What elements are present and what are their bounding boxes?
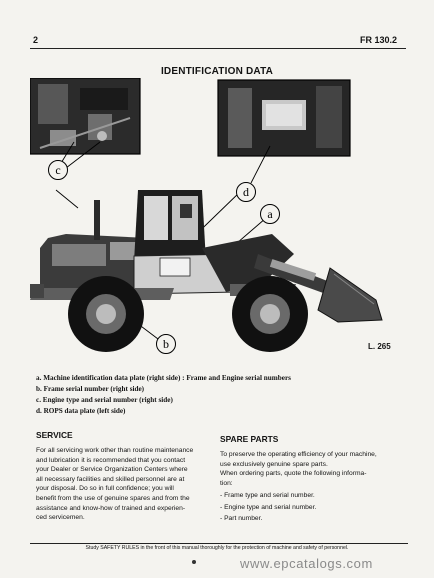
figure-reference: L. 265 — [368, 342, 391, 351]
svg-text:c: c — [55, 163, 61, 177]
caption-d: d. ROPS data plate (left side) — [36, 407, 126, 415]
spare-intro-line: tion: — [220, 479, 233, 487]
loader-illustration — [30, 78, 390, 356]
service-line: your disposal. Do so in full confidence; you will — [36, 485, 174, 493]
engine-inset-photo — [30, 78, 140, 154]
caption-b: b. Frame serial number (right side) — [36, 385, 145, 393]
spare-parts-item: - Frame type and serial number. — [220, 492, 315, 499]
rops-inset-photo — [218, 80, 350, 156]
service-body — [36, 446, 204, 523]
service-line: benefit from the use of genuine spares and from the — [36, 494, 190, 502]
callout-d — [237, 183, 256, 202]
service-line: assistance and know-how of trained and experien- — [36, 504, 186, 512]
svg-text:d: d — [243, 185, 249, 199]
caption-a: a. Machine identification data plate (right side) : Frame and Engine serial numbers — [36, 374, 291, 382]
svg-text:b: b — [163, 337, 169, 351]
svg-text:a: a — [267, 207, 273, 221]
wheel-loader-drawing — [30, 190, 382, 352]
service-line: For all servicing work other than routine maintenance — [36, 447, 194, 454]
spare-parts-intro — [220, 450, 390, 488]
callout-a — [261, 205, 280, 224]
spare-intro-line: When ordering parts, quote the following informa- — [220, 470, 367, 478]
service-line: your Dealer or Service Organization Centers where — [36, 466, 188, 474]
service-line: and lubrication it is recommended that you contact — [36, 456, 186, 464]
spare-parts-item: - Engine type and serial number. — [220, 503, 317, 511]
spare-intro-line: use exclusively genuine spare parts. — [220, 460, 328, 468]
spare-parts-list — [220, 491, 316, 526]
bottom-rule — [30, 543, 408, 544]
document-code: FR 130.2 — [360, 35, 398, 45]
service-line: ced servicemen. — [36, 514, 85, 522]
page-dot — [192, 560, 196, 564]
caption-c: c. Engine type and serial number (right side) — [36, 396, 173, 404]
callout-c — [49, 161, 68, 180]
spare-intro-line: To preserve the operating efficiency of your machine, — [220, 451, 377, 458]
callout-b — [157, 335, 176, 354]
spare-parts-title: SPARE PARTS — [220, 434, 279, 444]
watermark-text: www.epcatalogs.com — [240, 556, 373, 571]
service-line: all necessary facilities and skilled personnel are at — [36, 475, 185, 483]
page-title: IDENTIFICATION DATA — [160, 66, 274, 77]
footer-note: Study SAFETY RULES in the front of this manual thoroughly for the protection of machine and safety of personnel. — [85, 545, 349, 551]
spare-parts-item: - Part number. — [220, 515, 263, 523]
page-number: 2 — [33, 35, 39, 45]
service-title: SERVICE — [36, 430, 73, 440]
top-rule — [30, 48, 406, 49]
